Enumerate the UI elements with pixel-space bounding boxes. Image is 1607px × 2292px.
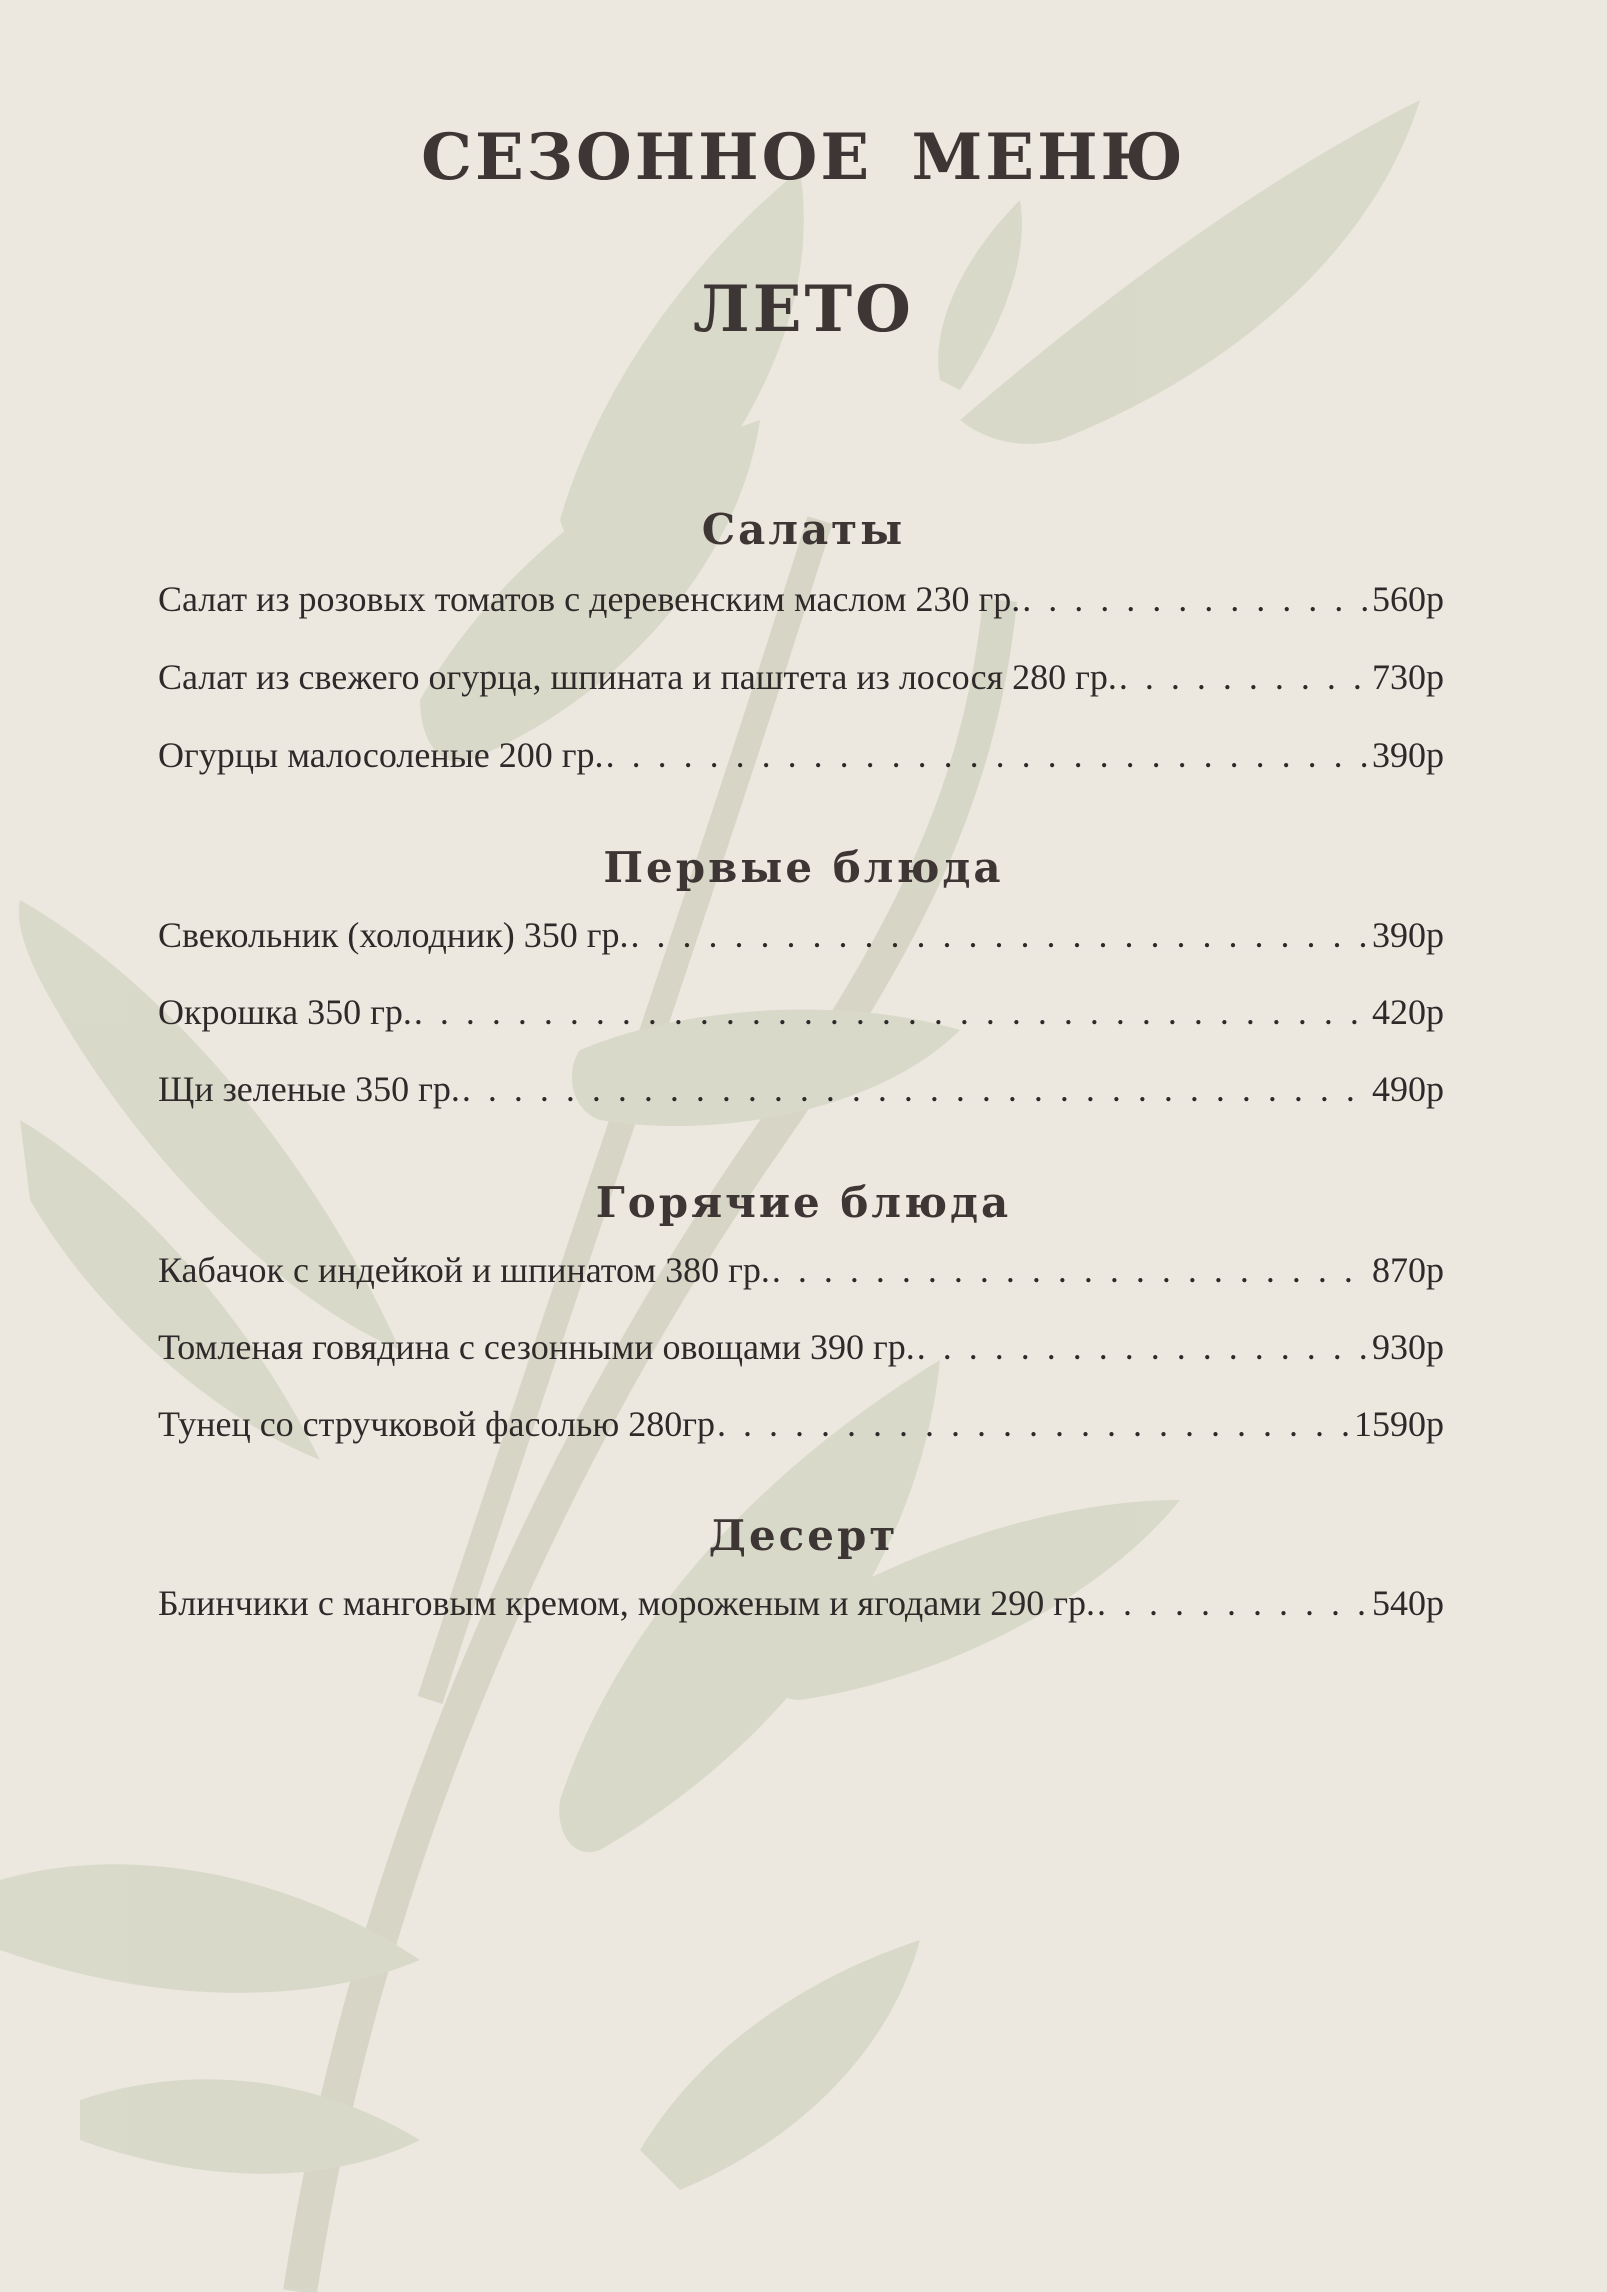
dot-leader [1022, 578, 1370, 620]
menu-item-price: 490р [1372, 1069, 1444, 1109]
menu-item-name: Томленая говядина с сезонными овощами 390 гр. [158, 1327, 915, 1367]
menu-item-price: 540р [1372, 1583, 1444, 1623]
menu-item-name: Огурцы малосоленые 200 гр. [158, 735, 604, 775]
section-heading-dessert: Десерт [708, 1511, 899, 1560]
menu-item [158, 578, 1444, 628]
menu-item [158, 1582, 1444, 1632]
menu-item-price: 870р [1372, 1250, 1444, 1290]
menu-item-name: Кабачок с индейкой и шпинатом 380 гр. [158, 1250, 770, 1290]
menu-item-name: Блинчики с манговым кремом, мороженым и ягодами 290 гр. [158, 1583, 1096, 1623]
menu-item-price: 1590р [1354, 1404, 1444, 1444]
menu-item-price: 930р [1372, 1327, 1444, 1367]
menu-item-name: Окрошка 350 гр. [158, 992, 412, 1032]
dot-leader [1097, 1582, 1370, 1624]
dot-leader [606, 734, 1370, 776]
section-heading-hot-dishes: Горячие блюда [595, 1178, 1012, 1227]
dot-leader [717, 1403, 1352, 1445]
menu-item [158, 1403, 1444, 1453]
season-title: ЛЕТО [693, 272, 914, 347]
menu-item-name: Свекольник (холодник) 350 гр. [158, 915, 629, 955]
menu-item [158, 734, 1444, 784]
menu-item-price: 420р [1372, 992, 1444, 1032]
menu-item-price: 390р [1372, 915, 1444, 955]
dot-leader [772, 1249, 1370, 1291]
menu-item [158, 991, 1444, 1041]
menu-item [158, 1326, 1444, 1376]
menu-item-name: Щи зеленые 350 гр. [158, 1069, 460, 1109]
menu-title: СЕЗОННОЕ МЕНЮ [421, 120, 1186, 195]
menu-item [158, 1068, 1444, 1118]
menu-item-price: 730р [1372, 657, 1444, 697]
dot-leader [414, 991, 1370, 1033]
menu-item-name: Тунец со стручковой фасолью 280гр [158, 1404, 715, 1444]
menu-item [158, 1249, 1444, 1299]
section-heading-soups: Первые блюда [603, 843, 1004, 892]
menu-item-name: Салат из розовых томатов с деревенским маслом 230 гр. [158, 579, 1021, 619]
menu-item [158, 914, 1444, 964]
menu-item-price: 560р [1372, 579, 1444, 619]
dot-leader [1119, 656, 1370, 698]
menu-item [158, 656, 1444, 706]
menu-item-name: Салат из свежего огурца, шпината и паштета из лосося 280 гр. [158, 657, 1117, 697]
menu-item-price: 390р [1372, 735, 1444, 775]
dot-leader [917, 1326, 1370, 1368]
dot-leader [462, 1068, 1370, 1110]
dot-leader [631, 914, 1370, 956]
section-heading-salads: Салаты [701, 505, 906, 554]
